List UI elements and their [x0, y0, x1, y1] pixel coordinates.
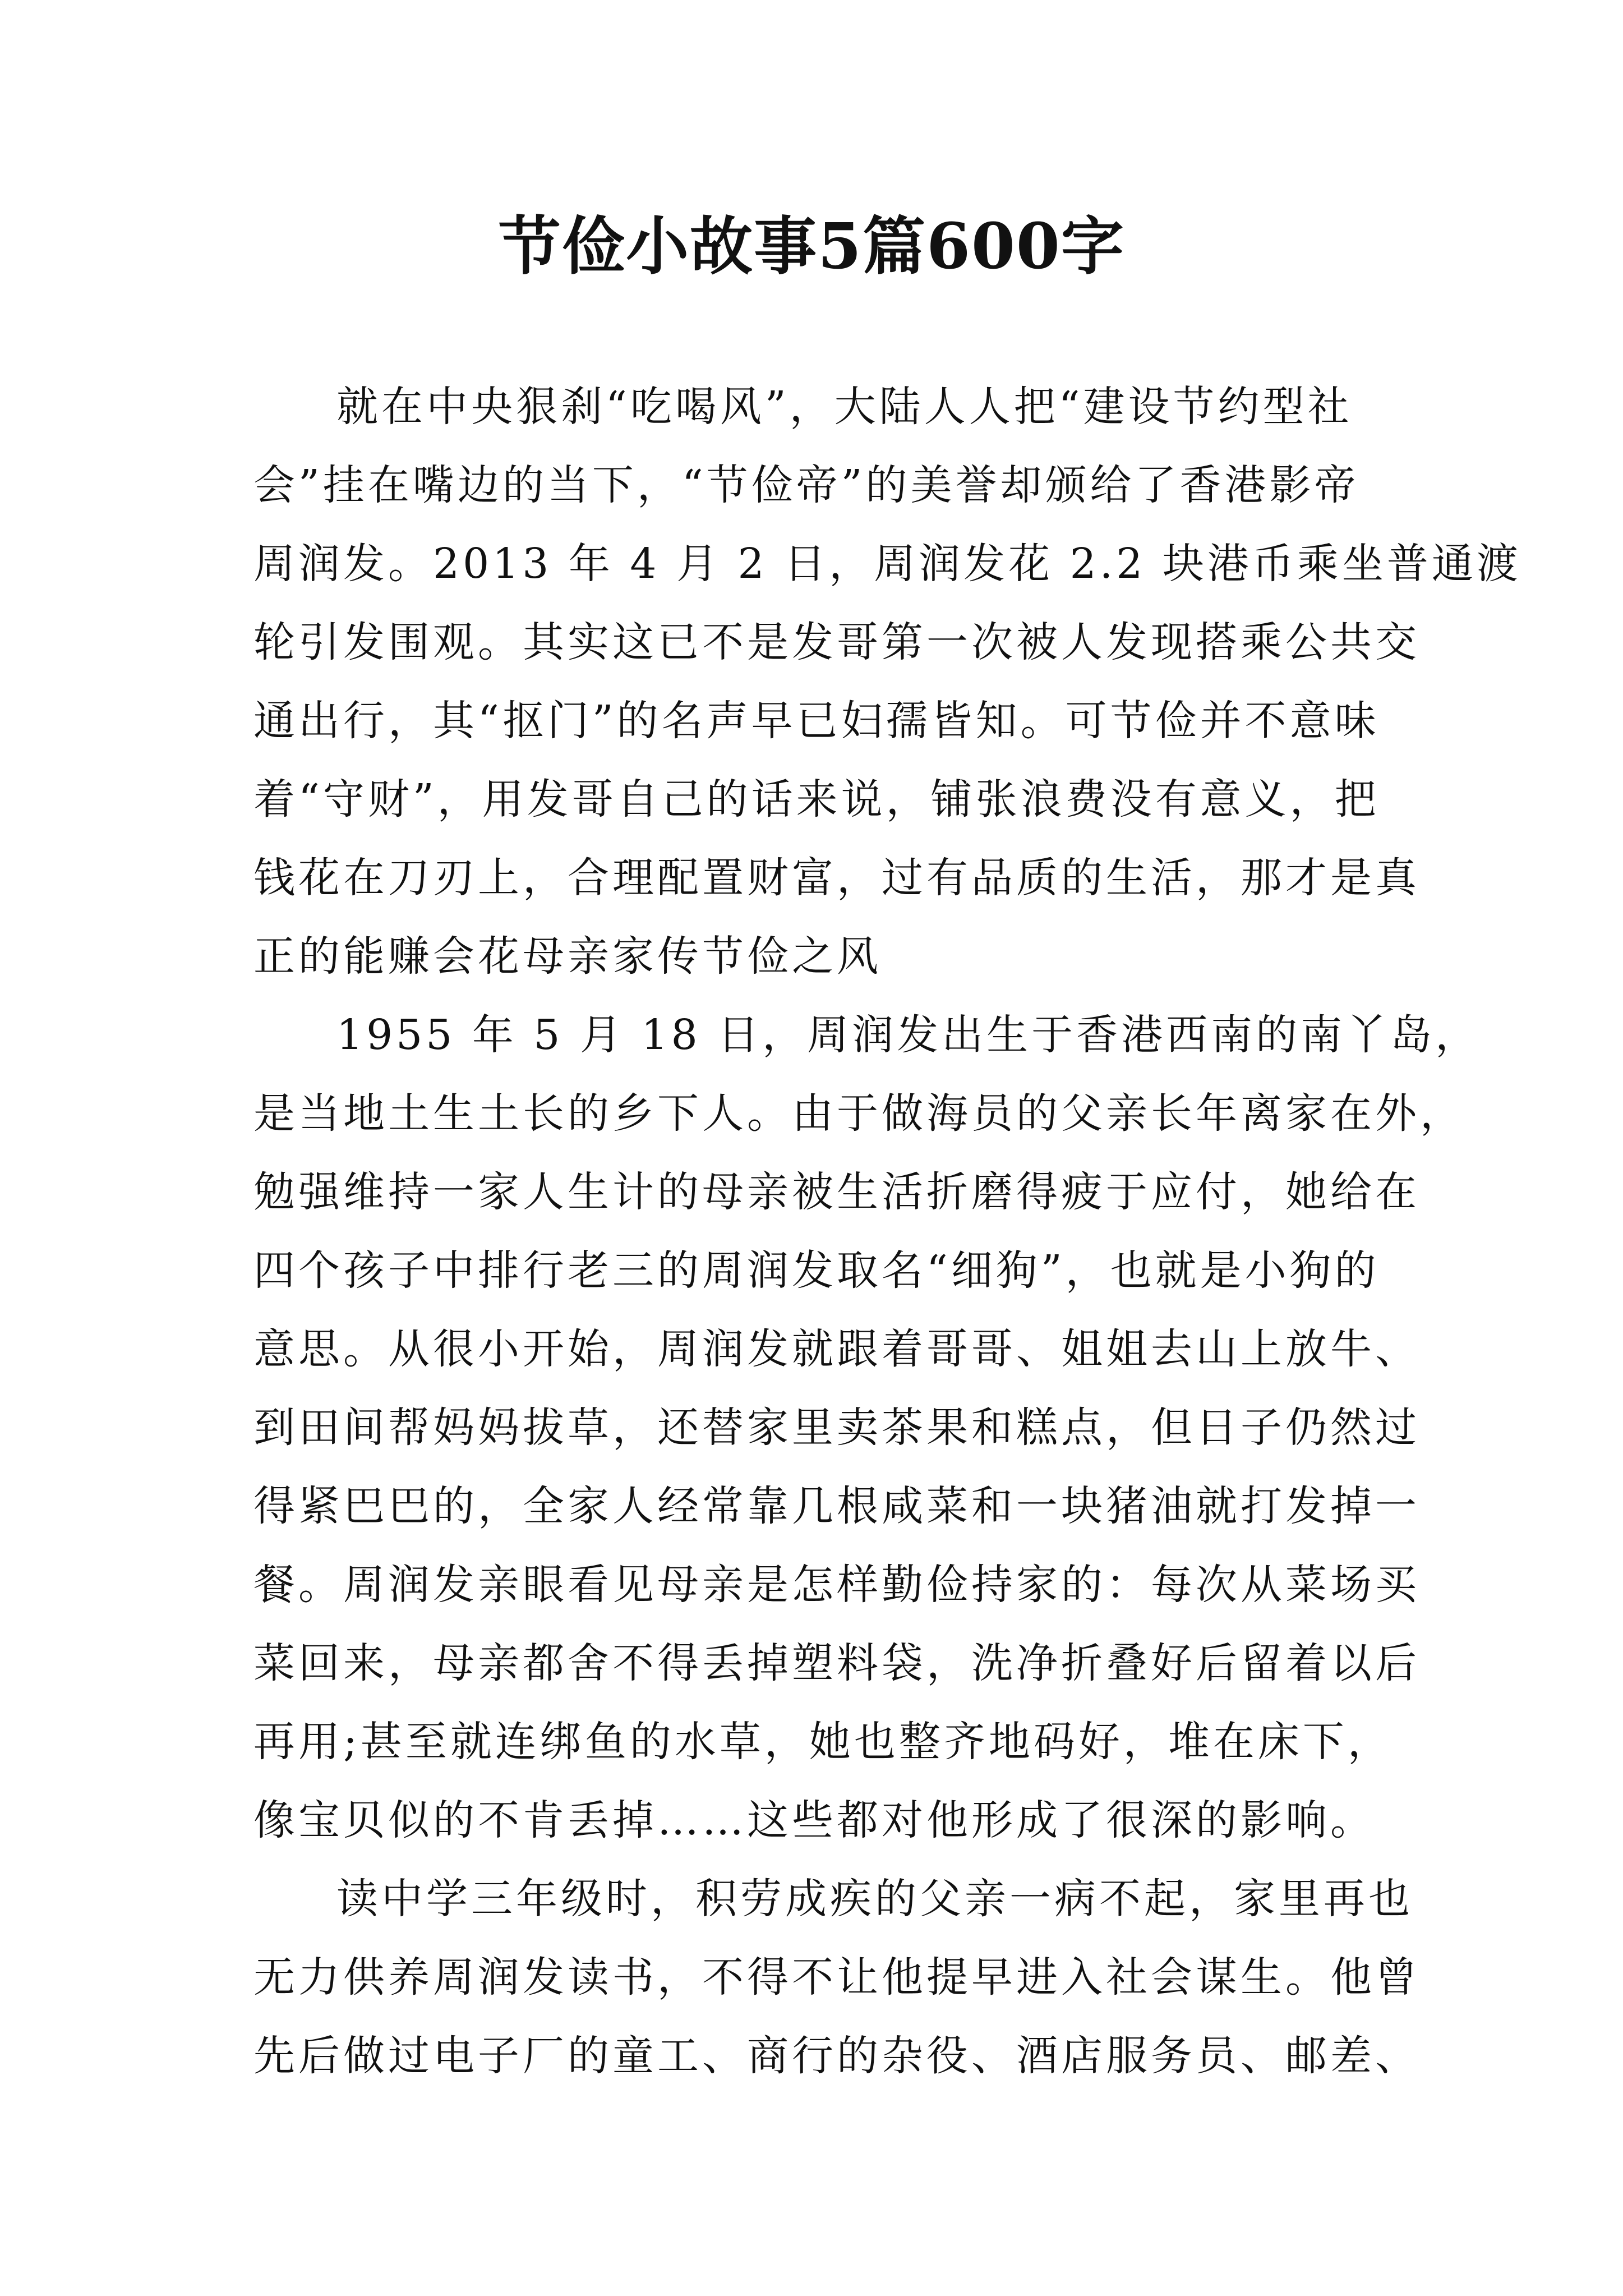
paragraph-line: 四个孩子中排行老三的周润发取名“细狗”，也就是小狗的	[253, 1246, 1380, 1295]
paragraph-line: 着“守财”，用发哥自己的话来说，铺张浪费没有意义，把	[253, 775, 1380, 823]
paragraph-line: 轮引发围观。其实这已不是发哥第一次被人发现搭乘公共交	[253, 618, 1420, 666]
paragraph-line: 再用;甚至就连绑鱼的水草，她也整齐地码好，堆在床下，	[253, 1718, 1393, 1766]
paragraph-line: 周润发。2013 年 4 月 2 日，周润发花 2.2 块港币乘坐普通渡	[253, 540, 1521, 588]
paragraph-line: 勉强维持一家人生计的母亲被生活折磨得疲于应付，她给在	[253, 1168, 1420, 1216]
paragraph-line: 会”挂在嘴边的当下，“节俭帝”的美誉却颁给了香港影帝	[253, 461, 1359, 509]
paragraph-line: 是当地土生土长的乡下人。由于做海员的父亲长年离家在外，	[253, 1089, 1465, 1138]
paragraph-line: 无力供养周润发读书，不得不让他提早进入社会谋生。他曾	[253, 1953, 1420, 2001]
paragraph-line: 钱花在刀刃上，合理配置财富，过有品质的生活，那才是真	[253, 854, 1420, 902]
paragraph-line: 就在中央狠刹“吃喝风”，大陆人人把“建设节约型社	[336, 383, 1353, 431]
paragraph-line: 意思。从很小开始，周润发就跟着哥哥、姐姐去山上放牛、	[253, 1325, 1420, 1373]
paragraph-line: 餐。周润发亲眼看见母亲是怎样勤俭持家的：每次从菜场买	[253, 1561, 1420, 1609]
paragraph-line: 到田间帮妈妈拔草，还替家里卖茶果和糕点，但日子仍然过	[253, 1404, 1420, 1452]
paragraph-line: 读中学三年级时，积劳成疾的父亲一病不起，家里再也	[336, 1875, 1413, 1923]
paragraph-line: 1955 年 5 月 18 日，周润发出生于香港西南的南丫岛，	[336, 1011, 1481, 1059]
document-body	[253, 367, 1521, 2095]
paragraph-line: 正的能赚会花母亲家传节俭之风	[253, 932, 882, 981]
document-title: 节俭小故事5篇600字	[498, 210, 1125, 283]
paragraph-line: 像宝贝似的不肯丢掉……这些都对他形成了很深的影响。	[253, 1796, 1375, 1844]
paragraph-line: 菜回来，母亲都舍不得丢掉塑料袋，洗净折叠好后留着以后	[253, 1639, 1420, 1687]
paragraph-line: 先后做过电子厂的童工、商行的杂役、酒店服务员、邮差、	[253, 2032, 1420, 2080]
paragraph-line: 得紧巴巴的，全家人经常靠几根咸菜和一块猪油就打发掉一	[253, 1482, 1420, 1530]
paragraph-line: 通出行，其“抠门”的名声早已妇孺皆知。可节俭并不意味	[253, 697, 1380, 745]
